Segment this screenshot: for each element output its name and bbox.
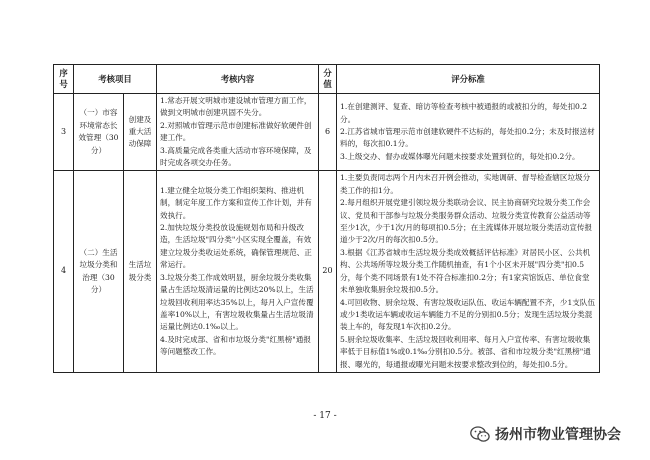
row-category: （一）市容环境常态长效管理（30分） — [74, 94, 124, 171]
table-row — [54, 171, 600, 373]
content-line: 3.垃圾分类工作成效明显，厨余垃圾分类收集量占生活垃圾清运量的比例达20%以上，生活垃圾回收利用率达35%以上，每月入户宣传覆盖率10%以上，有害垃圾收集量占生活垃圾清运量比例达0.1‰以上。 — [160, 272, 314, 332]
row-content — [157, 94, 319, 171]
wechat-icon — [470, 426, 490, 443]
table-row — [54, 94, 600, 171]
watermark — [470, 424, 621, 444]
row-subitem: 生活垃圾分类 — [124, 171, 157, 373]
row-number: 3 — [54, 94, 74, 171]
table-header-row — [54, 65, 600, 94]
row-criteria — [337, 94, 600, 171]
content-line: 2.对照城市管理示范市创建标准做好软硬件创建工作。 — [160, 120, 312, 143]
content-line: 4.及时完成部、省和市垃圾分类"红黑榜"通报等问题整改工作。 — [160, 334, 311, 357]
header-score: 分值 — [319, 65, 337, 94]
row-score: 6 — [319, 94, 337, 171]
header-item: 考核项目 — [74, 65, 157, 94]
assessment-table — [53, 64, 600, 373]
criteria-line: 2.每月组织开展党建引领垃圾分类联动会议、民主协商研究垃圾分类工作会议、党员和干部参与垃圾分类服务群众活动、垃圾分类宣传教育公益活动等至少1次，少于1次/月的每项扣0.5分；在主流媒体开展垃圾分类活动宣传报道少于2次/月的每次扣0.5分。 — [340, 198, 593, 245]
criteria-line: 5.厨余垃圾收集率、生活垃圾回收利用率、每月入户宣传率、有害垃圾收集率低于目标值1%或0.1‰分别扣0.5分。被部、省和市垃圾分类"红黑榜"通报、曝光的，每通报或曝光问题未按要求整改到位的，每处扣0.5分。 — [340, 334, 591, 369]
row-number: 4 — [54, 171, 74, 373]
row-criteria — [337, 171, 600, 373]
criteria-line: 3.根据《江苏省城市生活垃圾分类成效概括评估标准》对居民小区、公共机构、公共场所等垃圾分类工作随机抽查，有1个小区未开展"四分类"扣0.5分，每个类不同场景有1处不符合标准扣0.2分；有1家宾馆饭店、单位食堂未单独收集厨余垃圾扣0.5分。 — [340, 247, 591, 295]
criteria-line: 1.在创建测评、复查、暗访等检查考核中被通报的或被扣分的，每处扣0.2分。 — [340, 102, 588, 124]
content-line: 1.建立健全垃圾分类工作组织架构、推进机制，制定年度工作方案和宣传工作计划，并有效执行。 — [160, 185, 312, 220]
content-line: 3.高质量完成各类重大活动市容环境保障，及时完成各项交办任务。 — [160, 145, 312, 168]
content-line: 2.加快垃圾分类投放设施规划布局和升级改造，生活垃圾"四分类"小区实现全覆盖，有效建立垃圾分类收运处系统，确保管理规范、正常运行。 — [160, 223, 312, 270]
criteria-line: 1.主要负责同志两个月内未召开例会推动，实地调研、督导检查辖区垃圾分类工作的扣1分。 — [340, 173, 591, 195]
row-subitem: 创建及重大活动保障 — [124, 94, 157, 171]
header-no: 序号 — [54, 65, 74, 94]
watermark-text: 扬州市物业管理协会 — [495, 427, 621, 443]
row-content — [157, 171, 319, 373]
criteria-line: 2.江苏省城市管理示范市创建软硬件不达标的，每处扣0.2分；未及时报送材料的，每次扣0.1分。 — [340, 127, 595, 149]
row-category: （二）生活垃圾分类和治理（30分） — [74, 171, 124, 373]
content-line: 1.常态开展文明城市建设城市管理方面工作，做到文明城市创建巩固不失分。 — [160, 96, 312, 118]
row-score: 20 — [319, 171, 337, 373]
criteria-line: 3.上级交办、督办或媒体曝光问题未按要求处置到位的，每处扣0.2分。 — [340, 151, 580, 161]
header-content: 考核内容 — [157, 65, 319, 94]
criteria-line: 4.可回收物、厨余垃圾、有害垃圾收运队伍、收运车辆配置不齐，少1支队伍或少1类收运车辆或收运车辆能力不足的分别扣0.5分；发现生活垃圾分类混装上车的，每发现1车次扣0.2分。 — [340, 297, 596, 332]
page-number: - 17 - — [313, 411, 337, 421]
header-criteria: 评分标准 — [337, 65, 600, 94]
